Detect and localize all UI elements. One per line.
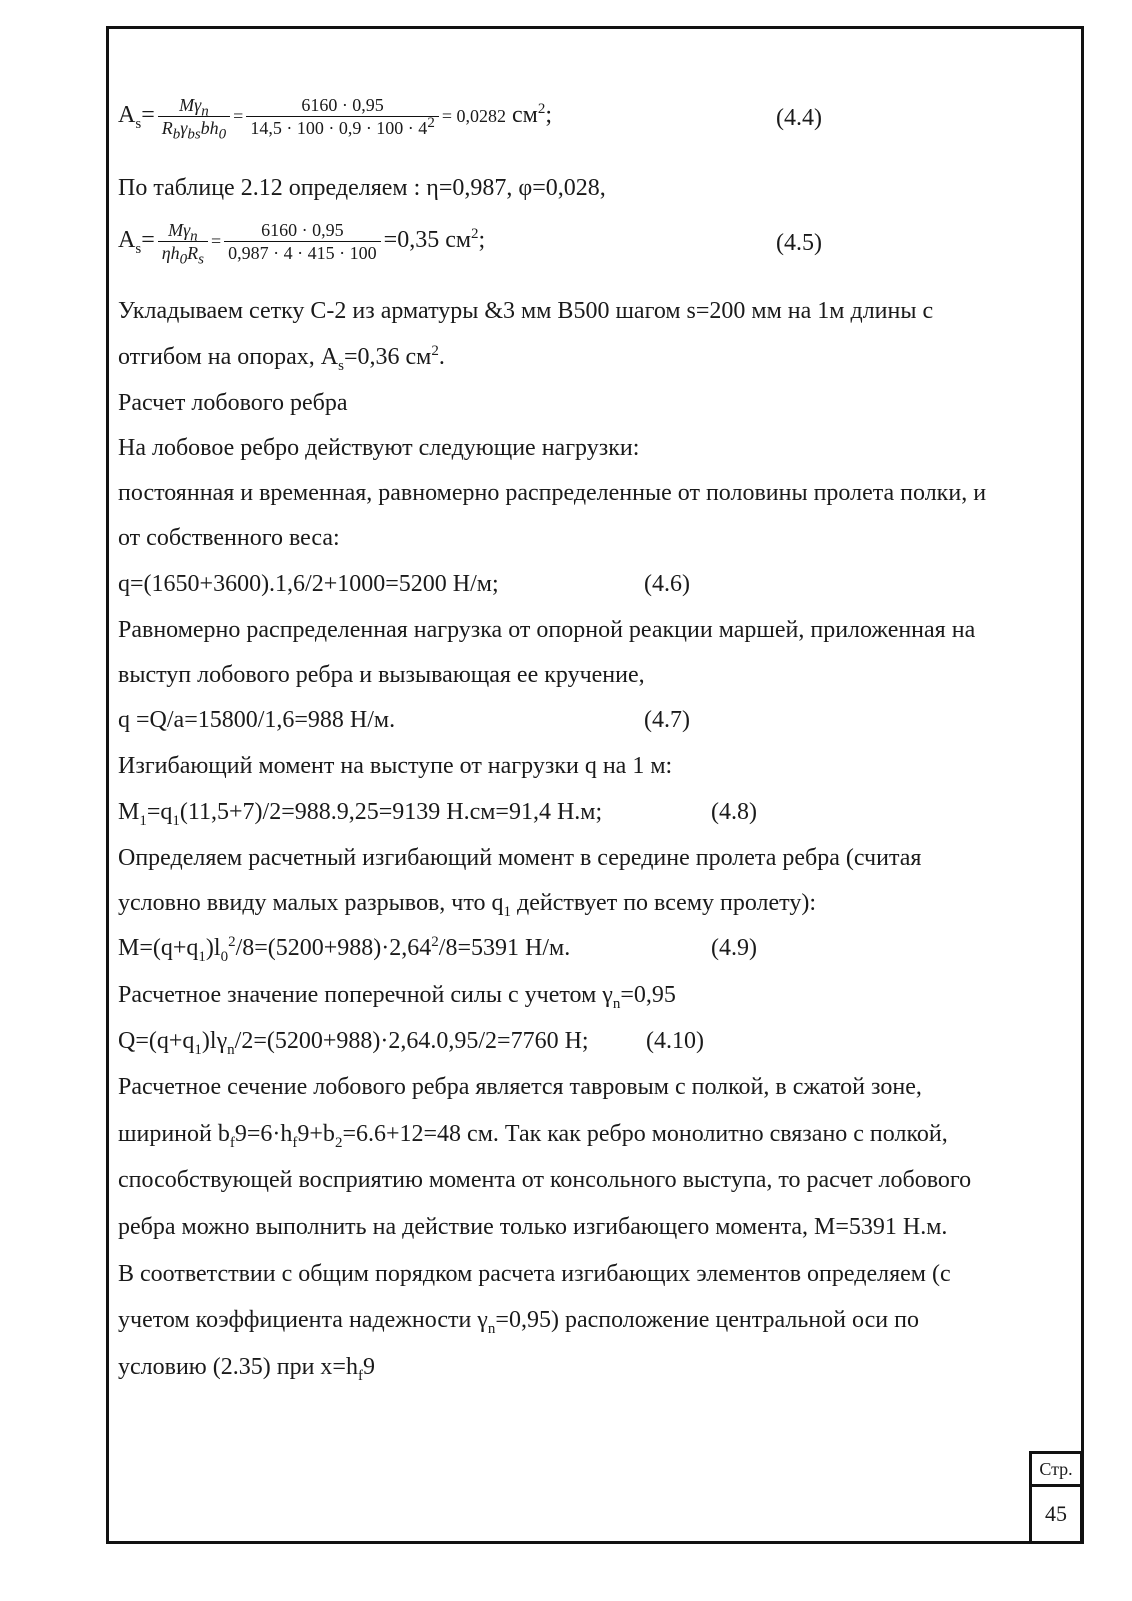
paragraph-line: от собственного веса: — [118, 525, 340, 551]
eq-text: γ — [180, 118, 188, 138]
paragraph-line — [118, 981, 676, 1012]
fraction-denominator — [246, 117, 438, 139]
subscript: n — [487, 1320, 496, 1337]
paragraph-line: постоянная и временная, равномерно распределенные от половины пролета полки, и — [118, 480, 987, 506]
fraction-denominator: 0,987 · 4 · 415 · 100 — [228, 243, 377, 263]
eq-subscript: 0 — [218, 126, 227, 143]
text-run: =6.6+12=48 см. Так как ребро монолитно связано с полкой, — [342, 1121, 948, 1147]
equation-number-4-9: (4.9) — [711, 935, 757, 961]
eq-text: ηh — [161, 243, 180, 263]
text-run: =0,95) расположение центральной оси по — [495, 1307, 919, 1333]
eq-text: R — [161, 118, 173, 138]
paragraph-line — [118, 1353, 375, 1384]
eq-subscript: 1 — [198, 948, 206, 965]
equation-4-8 — [118, 798, 603, 829]
eq-text: bh — [200, 118, 219, 138]
text-run: 9=6·h — [234, 1121, 293, 1147]
paragraph-line: выступ лобового ребра и вызывающая ее кручение, — [118, 662, 645, 688]
text-run: . — [438, 344, 445, 370]
subscript: f — [357, 1367, 363, 1384]
eq-subscript: s — [198, 251, 205, 268]
eq-text: Q=(q+q — [118, 1028, 195, 1054]
paragraph-line — [118, 343, 445, 374]
eq-sign: = — [141, 227, 155, 254]
equation-4-6: q=(1650+3600).1,6/2+1000=5200 Н/м; — [118, 571, 499, 597]
text-run: 9 — [362, 1354, 375, 1380]
eq-text: 14,5 · 100 · 0,9 · 100 · 4 — [250, 118, 428, 138]
equation-number-4-6: (4.6) — [644, 571, 690, 597]
paragraph-line: Изгибающий момент на выступе от нагрузки q на 1 м: — [118, 753, 673, 779]
eq-superscript: 2 — [228, 934, 236, 950]
paragraph-line: В соответствии с общим порядком расчета изгибающих элементов определяем (с — [118, 1261, 951, 1287]
eq-subscript: 1 — [172, 812, 180, 829]
text-run: шириной b — [118, 1121, 230, 1147]
eq-sign: = — [233, 106, 244, 127]
text-run: Расчетное значение поперечной силы с учетом γ — [118, 982, 613, 1008]
subscript: f — [292, 1134, 298, 1151]
eq-sign: = — [211, 231, 222, 252]
fraction-numerator — [158, 219, 208, 245]
eq-text: R — [187, 243, 199, 263]
eq-result: = 0,0282 — [441, 106, 506, 127]
eq-text: )l — [205, 935, 221, 961]
eq-subscript: n — [190, 228, 198, 245]
equation-number-4-10: (4.10) — [646, 1028, 704, 1054]
eq-symbol: A — [118, 227, 136, 254]
eq-subscript: 0 — [179, 251, 188, 268]
equation-number-4-7: (4.7) — [644, 707, 690, 733]
eq-text: )lγ — [201, 1028, 228, 1054]
text-run: отгибом на опорах, A — [118, 344, 339, 370]
subscript: f — [229, 1134, 235, 1151]
text-run: =0,36 см — [343, 344, 432, 370]
paragraph-line: способствующей восприятию момента от консольного выступа, то расчет лобового — [118, 1167, 972, 1193]
paragraph-line: Равномерно распределенная нагрузка от опорной реакции маршей, приложенная на — [118, 617, 976, 643]
paragraph-line — [118, 889, 817, 920]
equation-4-7: q =Q/a=15800/1,6=988 Н/м. — [118, 707, 396, 733]
eq-superscript: 2 — [537, 101, 546, 118]
eq-text: /8=5391 Н/м. — [438, 935, 571, 961]
eq-subscript: n — [201, 103, 209, 120]
text-run: действует по всему пролету): — [511, 890, 817, 916]
eq-subscript: 1 — [194, 1041, 202, 1058]
eq-symbol: A — [118, 102, 136, 129]
paragraph-line — [118, 1306, 919, 1337]
eq-text: ; — [545, 102, 552, 129]
paragraph-line: Определяем расчетный изгибающий момент в середине пролета ребра (считая — [118, 845, 922, 871]
eq-text: M — [118, 799, 140, 825]
text-run: учетом коэффициента надежности γ — [118, 1307, 488, 1333]
subscript: n — [612, 995, 621, 1012]
equation-4-5 — [118, 219, 486, 268]
eq-subscript: s — [135, 240, 142, 257]
subscript: 2 — [334, 1134, 343, 1151]
paragraph-line: Укладываем сетку С-2 из арматуры &3 мм В500 шагом s=200 мм на 1м длины с — [118, 298, 934, 324]
equation-4-4 — [118, 94, 552, 143]
fraction-numeric — [224, 219, 380, 264]
fraction-numerator — [158, 94, 230, 120]
eq-superscript: 2 — [431, 934, 439, 950]
fraction-numerator: 6160 · 0,95 — [246, 94, 438, 117]
equation-number-4-4: (4.4) — [776, 105, 822, 131]
eq-subscript: n — [227, 1041, 235, 1058]
equation-4-10 — [118, 1027, 589, 1058]
eq-text: Mγ — [179, 95, 202, 115]
eq-subscript: s — [135, 115, 142, 132]
eq-result: =0,35 см — [383, 227, 472, 254]
superscript: 2 — [431, 343, 439, 359]
eq-subscript: b — [172, 126, 181, 143]
eq-sign: = — [141, 102, 155, 129]
subscript: 1 — [503, 903, 512, 920]
section-heading: Расчет лобового ребра — [118, 390, 348, 416]
fraction-formula — [158, 219, 208, 268]
page-label: Стр. — [1029, 1451, 1083, 1487]
eq-subscript: 1 — [139, 812, 147, 829]
equation-number-4-5: (4.5) — [776, 230, 822, 256]
fraction-denominator — [158, 117, 230, 143]
text-run: =0,95 — [620, 982, 676, 1008]
subscript: s — [338, 357, 344, 374]
page-number: 45 — [1029, 1484, 1083, 1544]
paragraph-line: ребра можно выполнить на действие только изгибающего момента, M=5391 Н.м. — [118, 1214, 948, 1240]
eq-superscript: 2 — [427, 115, 435, 131]
eq-unit: см — [511, 102, 538, 129]
eq-subscript: 0 — [220, 948, 229, 965]
paragraph-line: Расчетное сечение лобового ребра является тавровым с полкой, в сжатой зоне, — [118, 1074, 922, 1100]
text-run: условно ввиду малых разрывов, что q — [118, 890, 504, 916]
paragraph-line: На лобовое ребро действуют следующие нагрузки: — [118, 435, 640, 461]
eq-text: (11,5+7)/2=988.9,25=9139 Н.см=91,4 Н.м; — [179, 799, 603, 825]
eq-text: /8=(5200+988)·2,64 — [235, 935, 432, 961]
text-run: условию (2.35) при x=h — [118, 1354, 358, 1380]
paragraph-line — [118, 1120, 948, 1151]
eq-text: =q — [146, 799, 173, 825]
text-run: 9+b — [297, 1121, 335, 1147]
eq-subscript: bs — [187, 126, 201, 143]
eq-superscript: 2 — [471, 226, 479, 243]
eq-text: M=(q+q — [118, 935, 199, 961]
fraction-formula — [158, 94, 230, 143]
equation-number-4-8: (4.8) — [711, 799, 757, 825]
fraction-denominator — [158, 242, 208, 268]
equation-4-9 — [118, 934, 571, 965]
paragraph-line: По таблице 2.12 определяем : η=0,987, φ=0,028, — [118, 175, 606, 201]
eq-text: ; — [478, 227, 486, 254]
eq-text: Mγ — [168, 220, 191, 240]
fraction-numerator: 6160 · 0,95 — [224, 219, 380, 242]
eq-text: /2=(5200+988)·2,64.0,95/2=7760 Н; — [234, 1028, 589, 1054]
fraction-numeric — [246, 94, 438, 139]
